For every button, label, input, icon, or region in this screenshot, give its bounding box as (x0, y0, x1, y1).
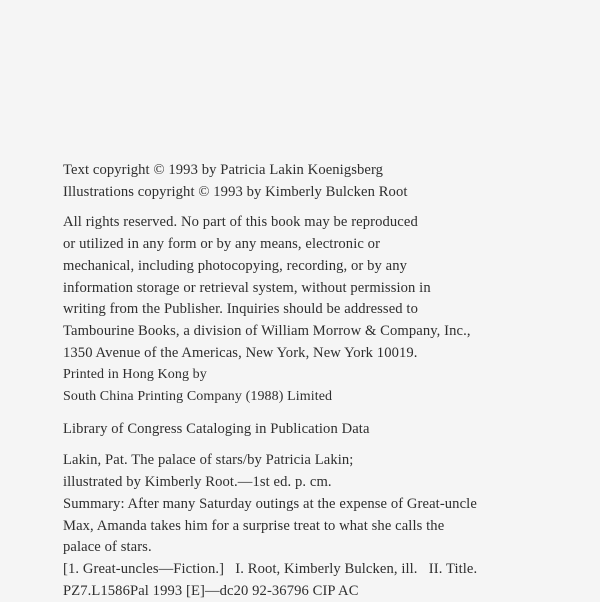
illustrations-copyright-line: Illustrations copyright © 1993 by Kimberly Bulcken Root (63, 183, 408, 200)
cip-heading (63, 419, 593, 441)
copyright-page (63, 160, 593, 602)
cip-line: Lakin, Pat. The palace of stars/by Patricia Lakin; (63, 452, 354, 469)
printed-in-line: Printed in Hong Kong by (63, 367, 207, 383)
cip-heading-text: Library of Congress Cataloging in Publication Data (63, 420, 370, 437)
publisher-address-line: 1350 Avenue of the Americas, New York, New York 10019. (63, 344, 418, 361)
cip-line: illustrated by Kimberly Root.—1st ed. p. cm. (63, 474, 332, 491)
rights-line: writing from the Publisher. Inquiries should be addressed to (63, 301, 418, 318)
cip-summary-line: Summary: After many Saturday outings at the expense of Great-uncle (63, 495, 477, 512)
rights-line: or utilized in any form or by any means, electronic or (63, 236, 381, 253)
cip-subjects-line: [1. Great-uncles—Fiction.] I. Root, Kimberly Bulcken, ill. II. Title. (63, 560, 478, 577)
cip-data (63, 450, 593, 602)
rights-line: All rights reserved. No part of this book may be reproduced (63, 214, 418, 231)
rights-line: mechanical, including photocopying, recording, or by any (63, 257, 407, 274)
text-copyright-line: Text copyright © 1993 by Patricia Lakin Koenigsberg (63, 162, 384, 178)
rights-statement (63, 212, 593, 364)
cip-summary-line: palace of stars. (63, 539, 152, 556)
cip-summary-line: Max, Amanda takes him for a surprise treat to what she calls the (63, 517, 445, 534)
printing-info (63, 364, 593, 407)
copyright-notice (63, 160, 593, 203)
cip-classification-line: PZ7.L1586Pal 1993 [E]—dc20 92-36796 CIP AC (63, 582, 359, 599)
publisher-line: Tambourine Books, a division of William Morrow & Company, Inc., (63, 322, 471, 339)
rights-line: information storage or retrieval system, without permission in (63, 279, 431, 296)
printer-line: South China Printing Company (1988) Limited (63, 389, 333, 405)
